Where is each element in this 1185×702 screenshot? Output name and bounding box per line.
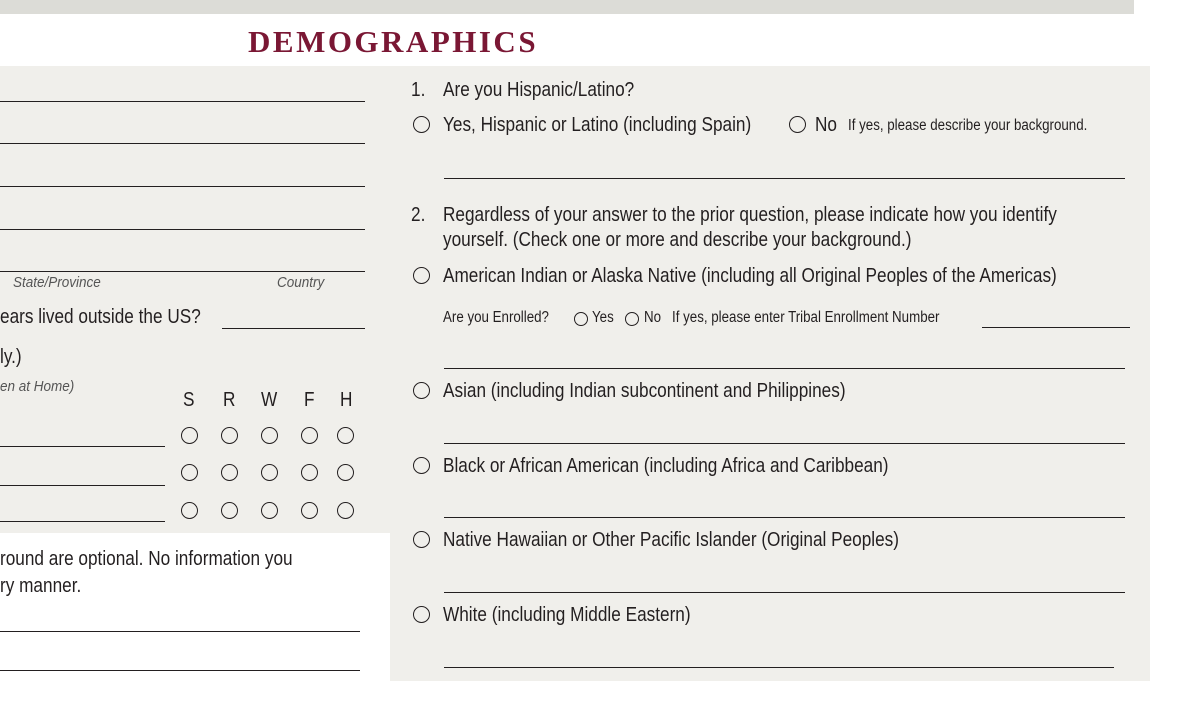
- language-3-h-radio[interactable]: [337, 502, 354, 519]
- signature-line-1[interactable]: [0, 631, 360, 632]
- language-3-w-radio[interactable]: [261, 502, 278, 519]
- q1-background-field[interactable]: [444, 178, 1125, 179]
- language-1-h-radio[interactable]: [337, 427, 354, 444]
- black-label: Black or African American (including Africa and Caribbean): [443, 455, 889, 477]
- language-3-s-radio[interactable]: [181, 502, 198, 519]
- language-3-r-radio[interactable]: [221, 502, 238, 519]
- language-2-w-radio[interactable]: [261, 464, 278, 481]
- years-outside-question: ears lived outside the US?: [0, 306, 201, 328]
- american-indian-label: American Indian or Alaska Native (including all Original Peoples of the Americas): [443, 265, 1057, 287]
- language-2-h-radio[interactable]: [337, 464, 354, 481]
- address-line-4[interactable]: [0, 229, 365, 230]
- q1-yes-radio[interactable]: [413, 116, 430, 133]
- q1-yes-label: Yes, Hispanic or Latino (including Spain): [443, 114, 752, 136]
- language-1-s-radio[interactable]: [181, 427, 198, 444]
- enrolled-yes-label: Yes: [592, 309, 614, 326]
- q1-question: Are you Hispanic/Latino?: [443, 79, 635, 101]
- asian-label: Asian (including Indian subcontinent and Philippines): [443, 380, 846, 402]
- q1-no-label: No: [815, 114, 837, 136]
- ethnicity-panel: [390, 66, 1150, 681]
- q1-describe-instruction: If yes, please describe your background.: [848, 117, 1088, 134]
- black-radio[interactable]: [413, 457, 430, 474]
- skill-header-r: R: [223, 389, 236, 411]
- optional-note-line-1: round are optional. No information you: [0, 548, 293, 570]
- page-title: DEMOGRAPHICS: [248, 24, 539, 59]
- language-1-w-radio[interactable]: [261, 427, 278, 444]
- enrolled-no-radio[interactable]: [625, 312, 639, 326]
- white-label: White (including Middle Eastern): [443, 604, 691, 626]
- american-indian-background-field[interactable]: [444, 368, 1125, 369]
- language-2-f-radio[interactable]: [301, 464, 318, 481]
- top-bar: [0, 0, 1134, 14]
- language-1-f-radio[interactable]: [301, 427, 318, 444]
- language-2-s-radio[interactable]: [181, 464, 198, 481]
- white-background-field[interactable]: [444, 667, 1114, 668]
- language-field-1[interactable]: [0, 446, 165, 447]
- language-3-f-radio[interactable]: [301, 502, 318, 519]
- enrolled-question: Are you Enrolled?: [443, 309, 549, 326]
- tribal-enrollment-number-field[interactable]: [982, 327, 1130, 328]
- native-hawaiian-label: Native Hawaiian or Other Pacific Islander (Original Peoples): [443, 529, 900, 551]
- q2-question-line-2: yourself. (Check one or more and describe your background.): [443, 229, 912, 251]
- q1-number: 1.: [411, 79, 426, 101]
- years-outside-field[interactable]: [222, 328, 365, 329]
- q1-no-radio[interactable]: [789, 116, 806, 133]
- language-1-r-radio[interactable]: [221, 427, 238, 444]
- state-label: State/Province: [13, 274, 101, 291]
- language-2-r-radio[interactable]: [221, 464, 238, 481]
- skill-header-w: W: [261, 389, 278, 411]
- country-label: Country: [277, 274, 325, 291]
- skill-header-f: F: [304, 389, 315, 411]
- language-field-2[interactable]: [0, 485, 165, 486]
- skill-header-s: S: [183, 389, 195, 411]
- address-line-1[interactable]: [0, 101, 365, 102]
- q2-question-line-1: Regardless of your answer to the prior question, please indicate how you identify: [443, 204, 1057, 226]
- languages-intro: ly.): [0, 346, 22, 368]
- signature-line-2[interactable]: [0, 670, 360, 671]
- address-line-3[interactable]: [0, 186, 365, 187]
- asian-radio[interactable]: [413, 382, 430, 399]
- language-field-3[interactable]: [0, 521, 165, 522]
- languages-sub-label: en at Home): [0, 378, 75, 395]
- native-hawaiian-radio[interactable]: [413, 531, 430, 548]
- enrolled-yes-radio[interactable]: [574, 312, 588, 326]
- enrolled-no-label: No: [644, 309, 662, 326]
- native-hawaiian-background-field[interactable]: [444, 592, 1125, 593]
- optional-note-line-2: ry manner.: [0, 575, 82, 597]
- american-indian-radio[interactable]: [413, 267, 430, 284]
- left-panel: [0, 66, 390, 533]
- white-radio[interactable]: [413, 606, 430, 623]
- address-line-5[interactable]: [0, 271, 365, 272]
- enrollment-instruction: If yes, please enter Tribal Enrollment Number: [672, 309, 940, 326]
- black-background-field[interactable]: [444, 517, 1125, 518]
- skill-header-h: H: [340, 389, 353, 411]
- address-line-2[interactable]: [0, 143, 365, 144]
- asian-background-field[interactable]: [444, 443, 1125, 444]
- q2-number: 2.: [411, 204, 426, 226]
